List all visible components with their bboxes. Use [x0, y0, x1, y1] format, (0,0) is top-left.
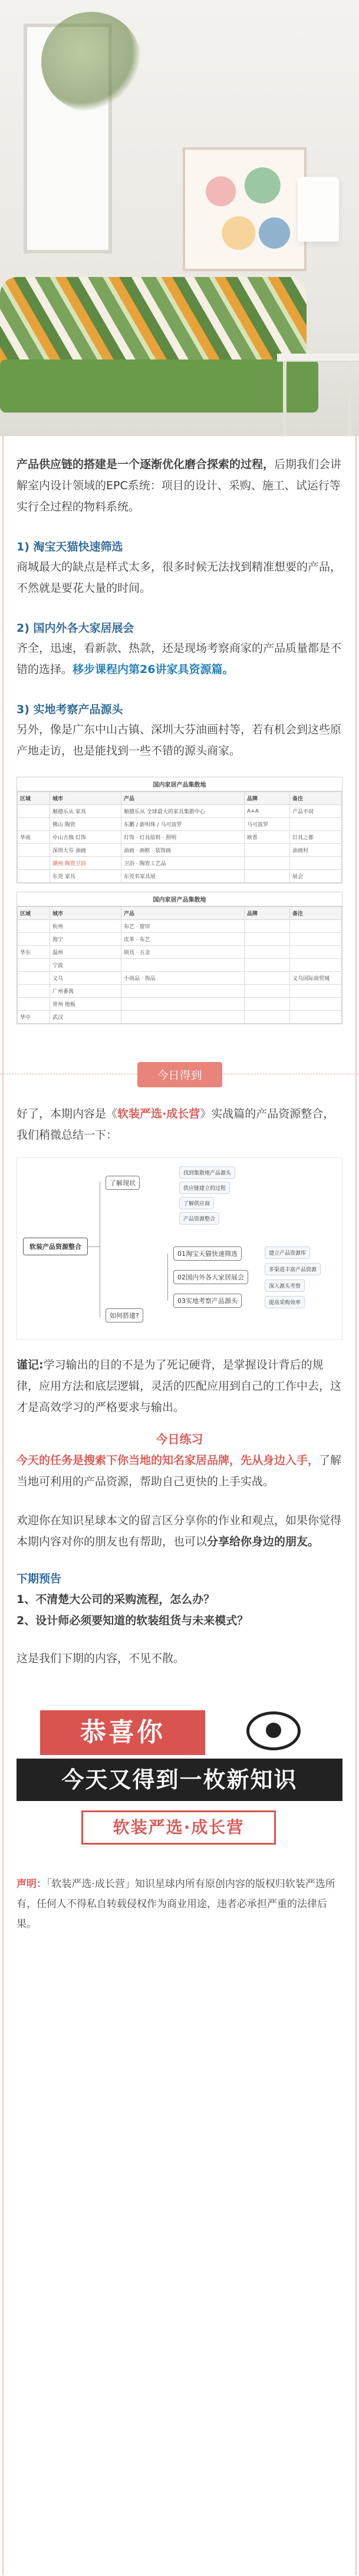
- table-cell: 东莞 家具: [50, 870, 121, 883]
- table-cell: 温州: [50, 946, 121, 959]
- table-row: [18, 857, 342, 870]
- hero-sofa-seat: [0, 359, 318, 413]
- table-cell: 东鹏 / 新明珠 / 马可波罗: [121, 818, 245, 831]
- eye-icon: [246, 1711, 301, 1750]
- table-cell: [18, 857, 50, 870]
- table-cell: [290, 959, 342, 972]
- table-header: 城市: [50, 907, 121, 920]
- divider-label: 今日得到: [137, 1062, 222, 1087]
- table-cell: [245, 920, 290, 933]
- eye-pupil: [266, 1723, 281, 1738]
- summary-prefix: 好了，本期内容是《: [17, 1107, 118, 1120]
- table-cell: [290, 920, 342, 933]
- mindmap-branch: 01淘宝天猫快速筛选: [173, 1246, 242, 1261]
- invite-bold: 分享给你身边的朋友。: [207, 1535, 320, 1548]
- hero-image: [0, 0, 359, 436]
- hero-table-leg: [348, 361, 351, 436]
- table-cell: [18, 933, 50, 946]
- table-cell: [245, 1011, 290, 1024]
- statement-text: 「软装严选·成长营」知识星球内所有原创内容的版权归软装严选所有，任何人不得私自转载侵权作为商业用途，违者必承担严重的法律后果。: [17, 1878, 335, 1930]
- table-cell: [290, 998, 342, 1011]
- table-cell: 华南: [18, 831, 50, 844]
- summary-paragraph: [17, 1103, 342, 1146]
- table-cell: [18, 920, 50, 933]
- hero-painting: [183, 147, 307, 271]
- mindmap-branch: 03实地考察产品源头: [173, 1294, 242, 1308]
- table-row: [18, 1011, 342, 1024]
- banner-line-2: 今天又得到一枚新知识: [17, 1759, 342, 1801]
- table-cell: 义乌国际商贸城: [290, 972, 342, 985]
- invite-paragraph: [17, 1510, 342, 1552]
- table-cell: 宁波: [50, 959, 121, 972]
- preview-item: 1、不清楚大公司的采购流程，怎么办？: [17, 1593, 215, 1606]
- table-cell: [18, 985, 50, 998]
- preview-title: 下期预告: [17, 1572, 62, 1585]
- table-cell: [18, 844, 50, 857]
- table-row: [18, 805, 342, 818]
- notes-text: 学习输出的目的不是为了死记硬背，是掌握设计背后的规律，应用方法和底层逻辑，灵活的匹配应用到自己的工作中去，这才是高效学习的严格要求与输出。: [17, 1358, 342, 1414]
- table-2: [17, 906, 342, 1024]
- table-cell: 油画村: [290, 844, 342, 857]
- table-row: [18, 933, 342, 946]
- table-cell: [245, 985, 290, 998]
- summary-highlight: 软装严选·成长营: [117, 1107, 200, 1120]
- section-body-2: [17, 638, 342, 680]
- table-cell: 潮州 陶瓷卫浴: [50, 857, 121, 870]
- table-row: [18, 946, 342, 959]
- table-cell: [245, 972, 290, 985]
- table-image-2: [17, 892, 342, 1024]
- table-cell: [18, 805, 50, 818]
- table-cell: [18, 959, 50, 972]
- section-body-3: 另外，像是广东中山古镇、深圳大芬油画村等，若有机会到这些原产地走访，也是能找到一些不错的源头商家。: [17, 723, 342, 757]
- mindmap-leaf: 产品资源整合: [179, 1212, 219, 1225]
- preview-item: 2、设计师必须要知道的软装组货与未来模式？: [17, 1614, 249, 1627]
- mindmap-image: [17, 1157, 342, 1340]
- hero-lamp: [298, 177, 339, 242]
- table-cell: [245, 933, 290, 946]
- table-cell: [290, 933, 342, 946]
- table-cell: 锁具 · 五金: [121, 946, 245, 959]
- table-1: [17, 791, 342, 883]
- mindmap-connector: [167, 1254, 168, 1301]
- article-body: [0, 436, 359, 1934]
- table-cell: 海宁: [50, 933, 121, 946]
- statement-paragraph: [17, 1874, 342, 1934]
- mindmap-leaf: 了解供应商: [179, 1197, 214, 1209]
- notes-label: 谨记:: [17, 1358, 44, 1371]
- table-cell: [18, 972, 50, 985]
- table-cell: [121, 1011, 245, 1024]
- table-cell: [245, 998, 290, 1011]
- mindmap-branch: 了解现状: [106, 1176, 140, 1190]
- mindmap-branch: 02国内外各大家居展会: [173, 1270, 248, 1284]
- table-cell: 杭州: [50, 920, 121, 933]
- table-cell: 灯饰 · 灯具原料 · 照明: [121, 831, 245, 844]
- intro-paragraph: [17, 454, 342, 517]
- table-image-1: [17, 777, 342, 883]
- table-cell: [290, 946, 342, 959]
- notes-paragraph: [17, 1354, 342, 1418]
- table-cell: 中山古镇 灯饰: [50, 831, 121, 844]
- section-title-2: 2) 国内外各大家居展会: [17, 622, 134, 635]
- table-cell: 华东: [18, 946, 50, 959]
- table-cell: 广州番禺: [50, 985, 121, 998]
- table-cell: [245, 857, 290, 870]
- table-cell: 油画 · 画框 · 装饰画: [121, 844, 245, 857]
- table-1-title: 国内家居产品集散地: [17, 777, 342, 791]
- table-cell: [121, 985, 245, 998]
- table-cell: 布艺 · 窗帘: [121, 920, 245, 933]
- table-cell: 顺德乐从 家具: [50, 805, 121, 818]
- table-cell: 佛山 陶瓷: [50, 818, 121, 831]
- table-cell: 东莞名家具展: [121, 870, 245, 883]
- table-header: 区域: [18, 907, 50, 920]
- mindmap-leaf: 提高采购效率: [265, 1296, 305, 1308]
- table-cell: [290, 857, 342, 870]
- table-header: 备注: [290, 792, 342, 805]
- mindmap-leaf: 建立产品资源库: [265, 1246, 310, 1259]
- table-cell: 马可波罗: [245, 818, 290, 831]
- table-cell: [121, 998, 245, 1011]
- section-title-1: 1) 淘宝天猫快速筛选: [17, 540, 123, 553]
- section-body-2-text: 齐全，迅速，看新款、热款，还是现场考察商家的产品质量都是不错的选择。: [17, 642, 342, 676]
- table-cell: 展会: [290, 870, 342, 883]
- table-row: [18, 844, 342, 857]
- section-divider: [17, 1060, 342, 1089]
- section-body-2-highlight: 移步课程内第26讲家具资源篇。: [73, 663, 234, 676]
- table-header: 产品: [121, 907, 245, 920]
- table-cell: 皮革 · 布艺: [121, 933, 245, 946]
- practice-paragraph: [17, 1450, 342, 1492]
- table-cell: 深圳大芬 油画: [50, 844, 121, 857]
- table-cell: [18, 818, 50, 831]
- table-cell: 顺德乐从 全球最大的家具集散中心: [121, 805, 245, 818]
- table-cell: 卫浴 · 陶瓷工艺品: [121, 857, 245, 870]
- table-cell: [245, 844, 290, 857]
- mindmap-connector: [87, 1246, 100, 1247]
- section-body-1: 商城最大的缺点是样式太多，很多时候无法找到精准想要的产品，不然就是要花大量的时间。: [17, 560, 342, 595]
- table-row: [18, 818, 342, 831]
- table-2-title: 国内家居产品集散地: [17, 892, 342, 906]
- statement-label: 声明：: [17, 1878, 47, 1890]
- mindmap-leaf: 深入源头考察: [265, 1279, 305, 1292]
- table-row: [18, 920, 342, 933]
- table-cell: 常州 地板: [50, 998, 121, 1011]
- section-title-3: 3) 实地考察产品源头: [17, 703, 123, 716]
- table-row: [18, 972, 342, 985]
- table-cell: 小商品 · 饰品: [121, 972, 245, 985]
- preview-closing: 这是我们下期的内容，不见不散。: [17, 1652, 185, 1665]
- mindmap-branch: 如何搭建?: [106, 1308, 143, 1322]
- summary-suffix: 》实战篇的产品资源整合，我们稍微总结一下：: [17, 1107, 335, 1142]
- table-cell: 华中: [18, 1011, 50, 1024]
- table-header: 区域: [18, 792, 50, 805]
- invite-text: 欢迎你在知识星球本文的留言区分享你的作业和观点，如果你觉得本期内容对你的朋友也有帮助，也可以: [17, 1514, 342, 1548]
- table-row: [18, 959, 342, 972]
- table-cell: [18, 998, 50, 1011]
- table-header: 城市: [50, 792, 121, 805]
- intro-bold: 产品供应链的搭建是一个逐渐优化磨合探索的过程，: [17, 458, 275, 471]
- table-row: [18, 985, 342, 998]
- practice-title: 今日练习: [156, 1432, 203, 1446]
- table-cell: [245, 959, 290, 972]
- table-cell: [121, 959, 245, 972]
- table-cell: 义乌: [50, 972, 121, 985]
- mindmap-leaf: 找到集散地产品源头: [179, 1166, 235, 1179]
- intro-rest: 后期我们会讲解室内设计领域的EPC系统：项目的设计、采购、施工、试运行等实行全过程的物料系统。: [17, 458, 342, 513]
- table-cell: A+A: [245, 805, 290, 818]
- table-cell: 产品不同: [290, 805, 342, 818]
- table-cell: [245, 870, 290, 883]
- table-header: 备注: [290, 907, 342, 920]
- congrats-banner: [17, 1710, 342, 1863]
- table-row: [18, 870, 342, 883]
- table-row: [18, 831, 342, 844]
- banner-line-3: 软装严选·成长营: [81, 1810, 276, 1845]
- table-cell: 灯具之都: [290, 831, 342, 844]
- mindmap-root: 软装产品资源整合: [23, 1238, 88, 1255]
- mindmap-leaf: 多渠道丰富产品资源: [265, 1263, 321, 1275]
- banner-line-1: 恭喜你: [40, 1710, 205, 1755]
- hero-plant: [41, 12, 141, 112]
- table-cell: [290, 1011, 342, 1024]
- table-cell: [290, 985, 342, 998]
- table-header: 品牌: [245, 907, 290, 920]
- table-cell: [18, 870, 50, 883]
- table-cell: 武汉: [50, 1011, 121, 1024]
- table-header: 品牌: [245, 792, 290, 805]
- mindmap-leaf: 供应链建立的过程: [179, 1182, 230, 1194]
- table-cell: 欧普: [245, 831, 290, 844]
- hero-side-table: [277, 354, 359, 361]
- practice-lead: 今天的任务是搜索下你当地的知名家居品牌，先从身边入手，: [17, 1454, 320, 1467]
- hero-table-leg: [283, 361, 286, 436]
- table-header: 产品: [121, 792, 245, 805]
- table-cell: [245, 946, 290, 959]
- table-cell: [290, 818, 342, 831]
- table-row: [18, 998, 342, 1011]
- practice-rest: 了解当地可利用的产品资源，帮助自己更快的上手实战。: [17, 1454, 342, 1488]
